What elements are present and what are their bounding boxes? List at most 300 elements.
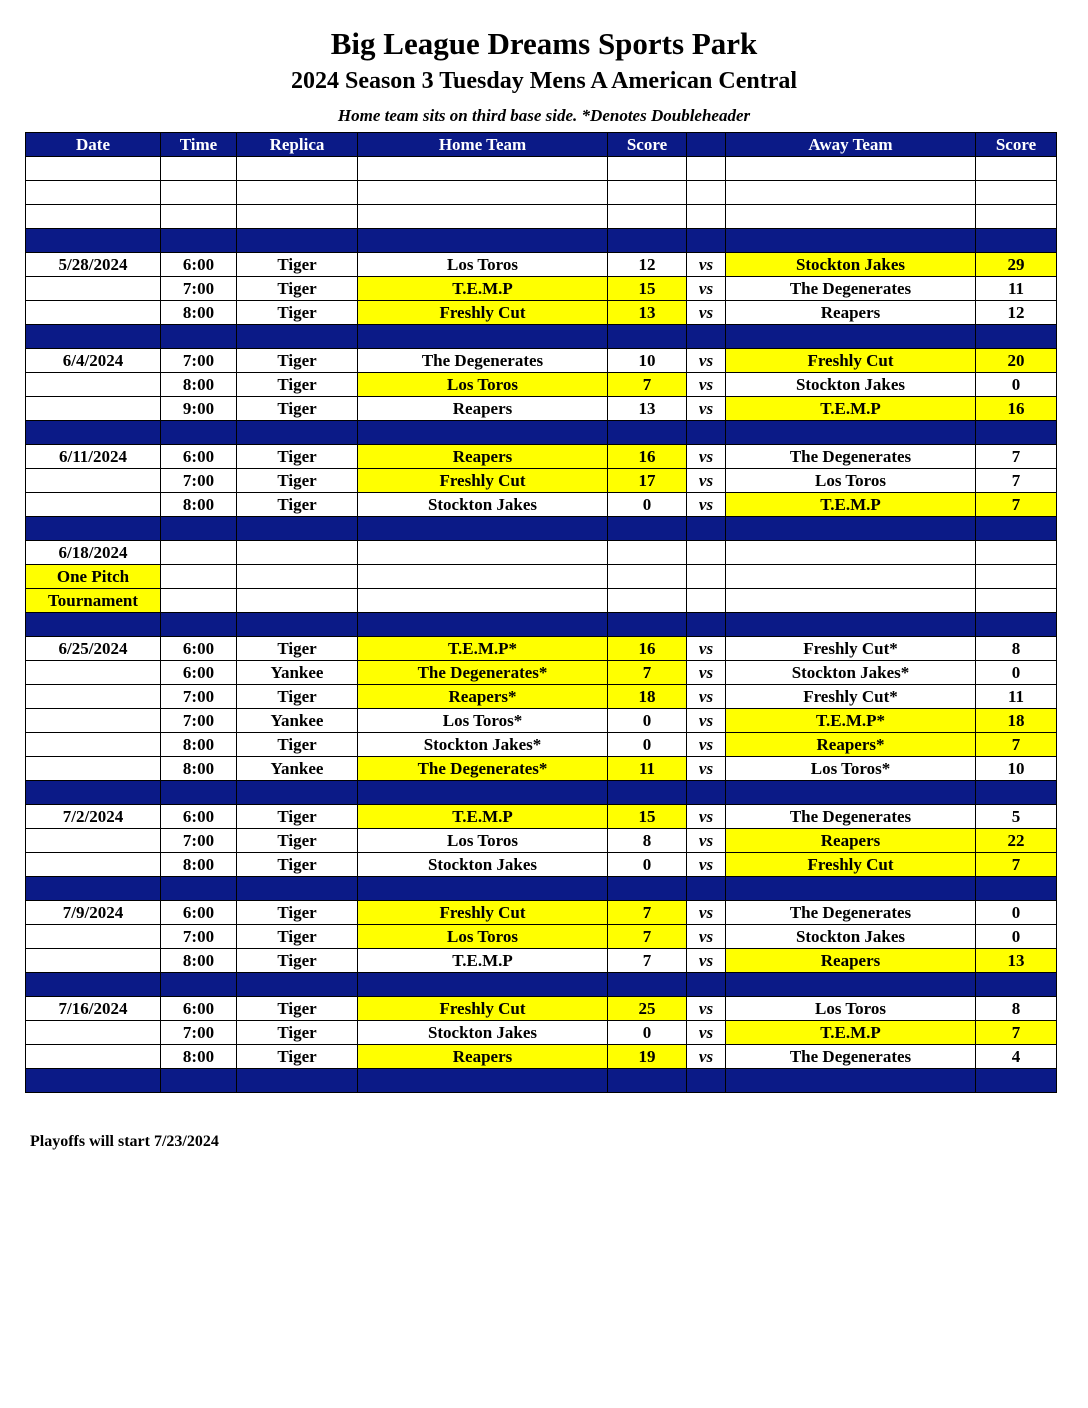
time-cell: 6:00 [161,661,237,685]
separator-cell [608,781,687,805]
separator-cell [237,229,358,253]
date-cell [26,277,161,301]
home-team-cell: Freshly Cut [358,901,608,925]
home-team-cell: The Degenerates* [358,661,608,685]
separator-cell [687,973,726,997]
game-row [26,469,1057,493]
vs-cell: vs [687,829,726,853]
home-score-cell: 0 [608,733,687,757]
empty-cell [608,157,687,181]
replica-cell: Tiger [237,1021,358,1045]
tournament-row [26,541,1057,565]
replica-cell: Yankee [237,709,358,733]
date-cell: 7/9/2024 [26,901,161,925]
away-score-cell: 7 [976,733,1057,757]
separator-cell [26,781,161,805]
time-cell: 7:00 [161,469,237,493]
away-team-cell: The Degenerates [726,445,976,469]
home-team-cell: T.E.M.P* [358,637,608,661]
empty-cell [358,589,608,613]
away-score-cell: 18 [976,709,1057,733]
vs-cell: vs [687,637,726,661]
separator-cell [161,1069,237,1093]
column-header-away-score: Score [976,133,1057,157]
separator-cell [976,229,1057,253]
vs-cell: vs [687,1021,726,1045]
home-score-cell: 0 [608,493,687,517]
date-cell: 7/2/2024 [26,805,161,829]
time-cell: 8:00 [161,1045,237,1069]
away-score-cell: 20 [976,349,1057,373]
vs-cell: vs [687,349,726,373]
empty-cell [976,541,1057,565]
separator-cell [976,877,1057,901]
home-team-cell: Los Toros [358,925,608,949]
empty-cell [237,589,358,613]
vs-cell: vs [687,949,726,973]
date-cell [26,1021,161,1045]
time-cell: 7:00 [161,1021,237,1045]
empty-cell [687,565,726,589]
empty-cell [358,205,608,229]
schedule-table [25,132,1057,1093]
week-separator-row [26,973,1057,997]
footer-note: Playoffs will start 7/23/2024 [30,1133,219,1150]
home-score-cell: 16 [608,637,687,661]
separator-cell [237,517,358,541]
home-score-cell: 12 [608,253,687,277]
vs-cell: vs [687,709,726,733]
game-row [26,757,1057,781]
game-row [26,1021,1057,1045]
separator-cell [161,973,237,997]
home-team-cell: Reapers [358,1045,608,1069]
empty-cell [358,541,608,565]
date-cell [26,1045,161,1069]
date-cell: 5/28/2024 [26,253,161,277]
vs-cell: vs [687,925,726,949]
game-row [26,661,1057,685]
time-cell: 8:00 [161,493,237,517]
date-cell [26,925,161,949]
date-cell: 7/16/2024 [26,997,161,1021]
separator-cell [358,877,608,901]
replica-cell: Tiger [237,253,358,277]
away-score-cell: 22 [976,829,1057,853]
empty-row [26,181,1057,205]
empty-cell [687,205,726,229]
replica-cell: Yankee [237,661,358,685]
away-score-cell: 7 [976,493,1057,517]
separator-cell [161,781,237,805]
empty-cell [358,157,608,181]
replica-cell: Tiger [237,277,358,301]
home-team-cell: Los Toros [358,253,608,277]
home-score-cell: 16 [608,445,687,469]
away-team-cell: The Degenerates [726,901,976,925]
home-score-cell: 0 [608,1021,687,1045]
date-cell: 6/18/2024 [26,541,161,565]
week-separator-row [26,1069,1057,1093]
separator-cell [726,517,976,541]
home-score-cell: 25 [608,997,687,1021]
away-score-cell: 7 [976,853,1057,877]
empty-cell [161,565,237,589]
empty-cell [976,565,1057,589]
column-header-home-score: Score [608,133,687,157]
home-score-cell: 7 [608,661,687,685]
home-score-cell: 13 [608,301,687,325]
replica-cell: Tiger [237,445,358,469]
empty-cell [687,589,726,613]
home-team-cell: The Degenerates* [358,757,608,781]
separator-cell [161,877,237,901]
separator-cell [26,973,161,997]
empty-cell [358,565,608,589]
separator-cell [726,325,976,349]
separator-cell [358,781,608,805]
away-team-cell: Los Toros* [726,757,976,781]
away-team-cell: Los Toros [726,997,976,1021]
home-score-cell: 8 [608,829,687,853]
home-score-cell: 7 [608,901,687,925]
separator-cell [976,421,1057,445]
away-score-cell: 7 [976,445,1057,469]
vs-cell: vs [687,685,726,709]
away-score-cell: 16 [976,397,1057,421]
separator-cell [687,877,726,901]
time-cell: 7:00 [161,685,237,709]
page-title: Big League Dreams Sports Park [330,26,758,61]
away-team-cell: The Degenerates [726,1045,976,1069]
away-score-cell: 4 [976,1045,1057,1069]
separator-cell [976,781,1057,805]
separator-cell [726,1069,976,1093]
home-score-cell: 0 [608,709,687,733]
away-score-cell: 7 [976,469,1057,493]
time-cell: 6:00 [161,997,237,1021]
separator-cell [358,229,608,253]
home-team-cell: T.E.M.P [358,277,608,301]
separator-cell [161,229,237,253]
separator-cell [726,877,976,901]
game-row [26,949,1057,973]
separator-cell [608,1069,687,1093]
date-cell [26,829,161,853]
away-score-cell: 0 [976,373,1057,397]
game-row [26,397,1057,421]
away-team-cell: Reapers [726,949,976,973]
home-team-cell: Reapers [358,397,608,421]
time-cell: 7:00 [161,925,237,949]
game-row [26,493,1057,517]
vs-cell: vs [687,445,726,469]
away-score-cell: 0 [976,901,1057,925]
home-team-cell: Freshly Cut [358,469,608,493]
date-cell [26,709,161,733]
away-team-cell: T.E.M.P [726,397,976,421]
vs-cell: vs [687,901,726,925]
column-header-replica: Replica [237,133,358,157]
time-cell: 7:00 [161,709,237,733]
game-row [26,901,1057,925]
replica-cell: Tiger [237,733,358,757]
column-header-away-team: Away Team [726,133,976,157]
separator-cell [608,877,687,901]
game-row [26,637,1057,661]
away-team-cell: Freshly Cut* [726,637,976,661]
replica-cell: Tiger [237,637,358,661]
separator-cell [687,517,726,541]
week-separator-row [26,421,1057,445]
separator-cell [608,613,687,637]
home-team-cell: Freshly Cut [358,997,608,1021]
game-row [26,829,1057,853]
separator-cell [237,877,358,901]
away-score-cell: 13 [976,949,1057,973]
separator-cell [26,1069,161,1093]
column-header-home-team: Home Team [358,133,608,157]
home-team-cell: Reapers* [358,685,608,709]
separator-cell [687,421,726,445]
empty-cell [237,205,358,229]
game-row [26,373,1057,397]
separator-cell [358,613,608,637]
vs-cell: vs [687,733,726,757]
date-cell [26,469,161,493]
time-cell: 7:00 [161,829,237,853]
empty-cell [26,205,161,229]
empty-cell [726,181,976,205]
empty-cell [608,205,687,229]
away-team-cell: T.E.M.P [726,1021,976,1045]
separator-cell [237,325,358,349]
empty-cell [161,589,237,613]
separator-cell [161,517,237,541]
away-team-cell: The Degenerates [726,805,976,829]
empty-cell [726,565,976,589]
separator-cell [726,781,976,805]
separator-cell [237,613,358,637]
home-score-cell: 7 [608,373,687,397]
empty-cell [976,181,1057,205]
empty-cell [687,157,726,181]
separator-cell [687,613,726,637]
separator-cell [358,421,608,445]
empty-cell [976,205,1057,229]
replica-cell: Tiger [237,829,358,853]
vs-cell: vs [687,757,726,781]
separator-cell [687,781,726,805]
home-score-cell: 17 [608,469,687,493]
empty-cell [237,157,358,181]
game-row [26,349,1057,373]
vs-cell: vs [687,853,726,877]
separator-cell [26,421,161,445]
separator-cell [687,229,726,253]
home-score-cell: 15 [608,805,687,829]
separator-cell [976,613,1057,637]
replica-cell: Tiger [237,949,358,973]
separator-cell [358,517,608,541]
page-note: Home team sits on third base side. *Denotes Doubleheader [337,106,751,125]
separator-cell [726,421,976,445]
separator-cell [161,421,237,445]
empty-cell [161,205,237,229]
separator-cell [358,1069,608,1093]
separator-cell [26,613,161,637]
away-score-cell: 8 [976,997,1057,1021]
game-row [26,925,1057,949]
date-cell [26,757,161,781]
away-score-cell: 10 [976,757,1057,781]
vs-cell: vs [687,661,726,685]
time-cell: 6:00 [161,637,237,661]
separator-cell [687,1069,726,1093]
home-team-cell: Los Toros [358,829,608,853]
vs-cell: vs [687,301,726,325]
tournament-row [26,565,1057,589]
separator-cell [726,229,976,253]
away-team-cell: Reapers [726,829,976,853]
week-separator-row [26,877,1057,901]
time-cell: 9:00 [161,397,237,421]
date-cell [26,397,161,421]
game-row [26,685,1057,709]
away-score-cell: 11 [976,685,1057,709]
home-score-cell: 7 [608,949,687,973]
empty-cell [608,541,687,565]
away-score-cell: 29 [976,253,1057,277]
away-score-cell: 0 [976,661,1057,685]
game-row [26,301,1057,325]
separator-cell [608,421,687,445]
empty-cell [976,157,1057,181]
column-header-time: Time [161,133,237,157]
game-row [26,709,1057,733]
game-row [26,445,1057,469]
empty-cell [687,181,726,205]
empty-cell [726,589,976,613]
separator-cell [237,973,358,997]
replica-cell: Tiger [237,397,358,421]
home-score-cell: 11 [608,757,687,781]
empty-cell [726,205,976,229]
separator-cell [237,1069,358,1093]
week-separator-row [26,325,1057,349]
replica-cell: Tiger [237,901,358,925]
time-cell: 6:00 [161,445,237,469]
separator-cell [976,325,1057,349]
separator-cell [608,973,687,997]
empty-cell [726,157,976,181]
time-cell: 7:00 [161,349,237,373]
separator-cell [237,421,358,445]
date-cell: 6/11/2024 [26,445,161,469]
vs-cell: vs [687,997,726,1021]
date-cell [26,853,161,877]
away-team-cell: Stockton Jakes [726,253,976,277]
game-row [26,277,1057,301]
replica-cell: Tiger [237,805,358,829]
table-header-row [26,133,1057,157]
separator-cell [26,877,161,901]
separator-cell [687,325,726,349]
away-score-cell: 12 [976,301,1057,325]
week-separator-row [26,229,1057,253]
separator-cell [161,325,237,349]
empty-cell [687,541,726,565]
separator-cell [237,781,358,805]
date-cell: 6/4/2024 [26,349,161,373]
page-subtitle: 2024 Season 3 Tuesday Mens A American Central [290,68,798,94]
game-row [26,853,1057,877]
away-team-cell: Los Toros [726,469,976,493]
away-team-cell: T.E.M.P* [726,709,976,733]
home-team-cell: Los Toros [358,373,608,397]
game-row [26,1045,1057,1069]
empty-cell [161,541,237,565]
home-team-cell: Freshly Cut [358,301,608,325]
empty-cell [161,157,237,181]
away-score-cell: 11 [976,277,1057,301]
away-team-cell: T.E.M.P [726,493,976,517]
time-cell: 7:00 [161,277,237,301]
empty-cell [358,181,608,205]
away-team-cell: Stockton Jakes [726,925,976,949]
date-cell [26,493,161,517]
vs-cell: vs [687,805,726,829]
time-cell: 6:00 [161,805,237,829]
time-cell: 8:00 [161,757,237,781]
empty-row [26,205,1057,229]
home-team-cell: Reapers [358,445,608,469]
empty-cell [608,565,687,589]
replica-cell: Tiger [237,373,358,397]
replica-cell: Tiger [237,853,358,877]
vs-cell: vs [687,469,726,493]
week-separator-row [26,613,1057,637]
replica-cell: Tiger [237,925,358,949]
date-cell [26,685,161,709]
empty-cell [608,589,687,613]
empty-cell [161,181,237,205]
separator-cell [976,973,1057,997]
vs-cell: vs [687,373,726,397]
separator-cell [161,613,237,637]
date-cell: One Pitch [26,565,161,589]
empty-cell [26,181,161,205]
replica-cell: Tiger [237,997,358,1021]
home-score-cell: 0 [608,853,687,877]
separator-cell [608,325,687,349]
away-team-cell: Stockton Jakes [726,373,976,397]
home-score-cell: 15 [608,277,687,301]
vs-cell: vs [687,253,726,277]
empty-cell [608,181,687,205]
time-cell: 8:00 [161,373,237,397]
game-row [26,997,1057,1021]
time-cell: 6:00 [161,253,237,277]
home-team-cell: Los Toros* [358,709,608,733]
separator-cell [608,229,687,253]
separator-cell [26,325,161,349]
separator-cell [358,325,608,349]
date-cell: Tournament [26,589,161,613]
vs-cell: vs [687,493,726,517]
column-header-vs [687,133,726,157]
away-score-cell: 8 [976,637,1057,661]
